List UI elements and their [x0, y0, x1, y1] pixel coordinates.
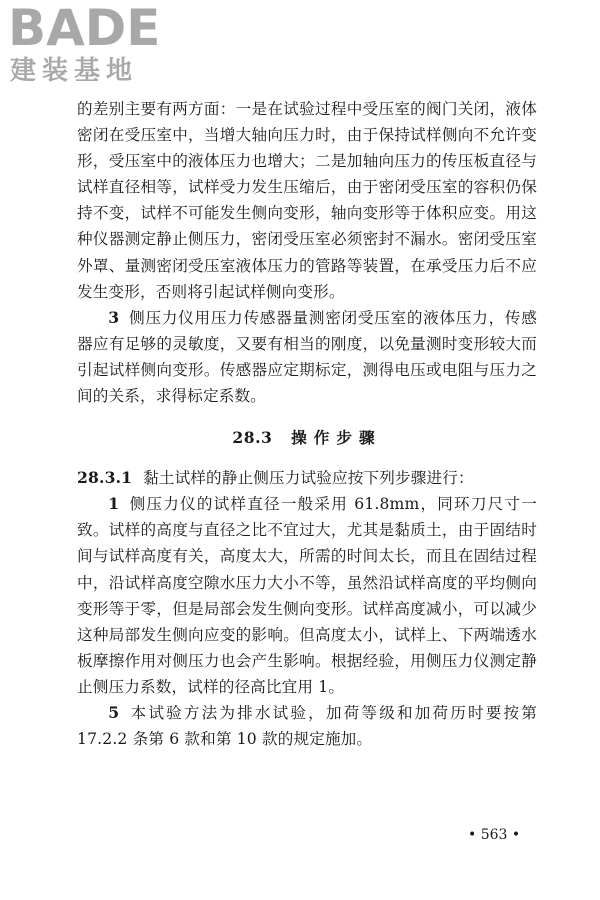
paragraph-continuation: 的差别主要有两方面：一是在试验过程中受压室的阀门关闭，液体密闭在受压室中，当增大轴向压力时，由于保持试样侧向不允许变形，受压室中的液体压力也增大；二是加轴向压力的传压板直径与试样直径相等，试样受力发生压缩后，由于密闭受压室的容积仍保持不变，试样不可能发生侧向变形，轴向变形等于体积应变。用这种仪器测定静止侧压力，密闭受压室必须密封不漏水。密闭受压室外罩、量测密闭受压室液体压力的管路等装置，在承受压力后不应发生变形，否则将引起试样侧向变形。 — [77, 100, 537, 301]
section-number: 28.3 — [232, 428, 273, 448]
section-heading — [77, 425, 537, 451]
section-title: 操作步骤 — [291, 428, 382, 448]
item-number: 3 — [108, 307, 120, 327]
item-text: 本试验方法为排水试验，加荷等级和加荷历时要按第 17.2.2 条第 6 款和第 10 款的规定施加。 — [77, 703, 537, 749]
item-text: 侧压力仪用压力传感器量测密闭受压室的液体压力，传感器应有足够的灵敏度，又要有相当的刚度，以免量测时变形较大而引起试样侧向变形。传感器应定期标定，测得电压或电阻与压力之间的关系，求得标定系数。 — [77, 308, 537, 406]
item-number: 5 — [108, 702, 120, 722]
paragraph-item-1 — [77, 491, 537, 700]
watermark-subtitle: 建装基地 — [10, 56, 139, 86]
paragraph-item-3 — [77, 305, 537, 409]
document-body — [77, 96, 537, 752]
clause-number: 28.3.1 — [77, 468, 133, 488]
watermark-logo — [8, 2, 178, 90]
clause-28-3-1 — [77, 465, 537, 491]
item-text: 侧压力仪的试样直径一般采用 61.8mm，同环刀尺寸一致。试样的高度与直径之比不宜过大，尤其是黏质土，由于固结时间与试样高度有关，高度太大，所需的时间太长，而且在固结过程中，沿试样高度空隙水压力大小不等，虽然沿试样高度的平均侧向变形等于零，但是局部会发生侧向变形。试样高度减小，可以减少这种局部发生侧向应变的影响。但高度太小，试样上、下两端透水板摩擦作用对侧压力也会产生影响。根据经验，用侧压力仪测定静止侧压力系数，试样的径高比宜用 1。 — [77, 495, 537, 696]
paragraph-item-5 — [77, 700, 537, 752]
page-number: • 563 • — [468, 827, 521, 843]
watermark-brand: BADE — [8, 0, 161, 57]
clause-text: 黏土试样的静止侧压力试验应按下列步骤进行： — [143, 469, 474, 488]
item-number: 1 — [108, 494, 120, 514]
